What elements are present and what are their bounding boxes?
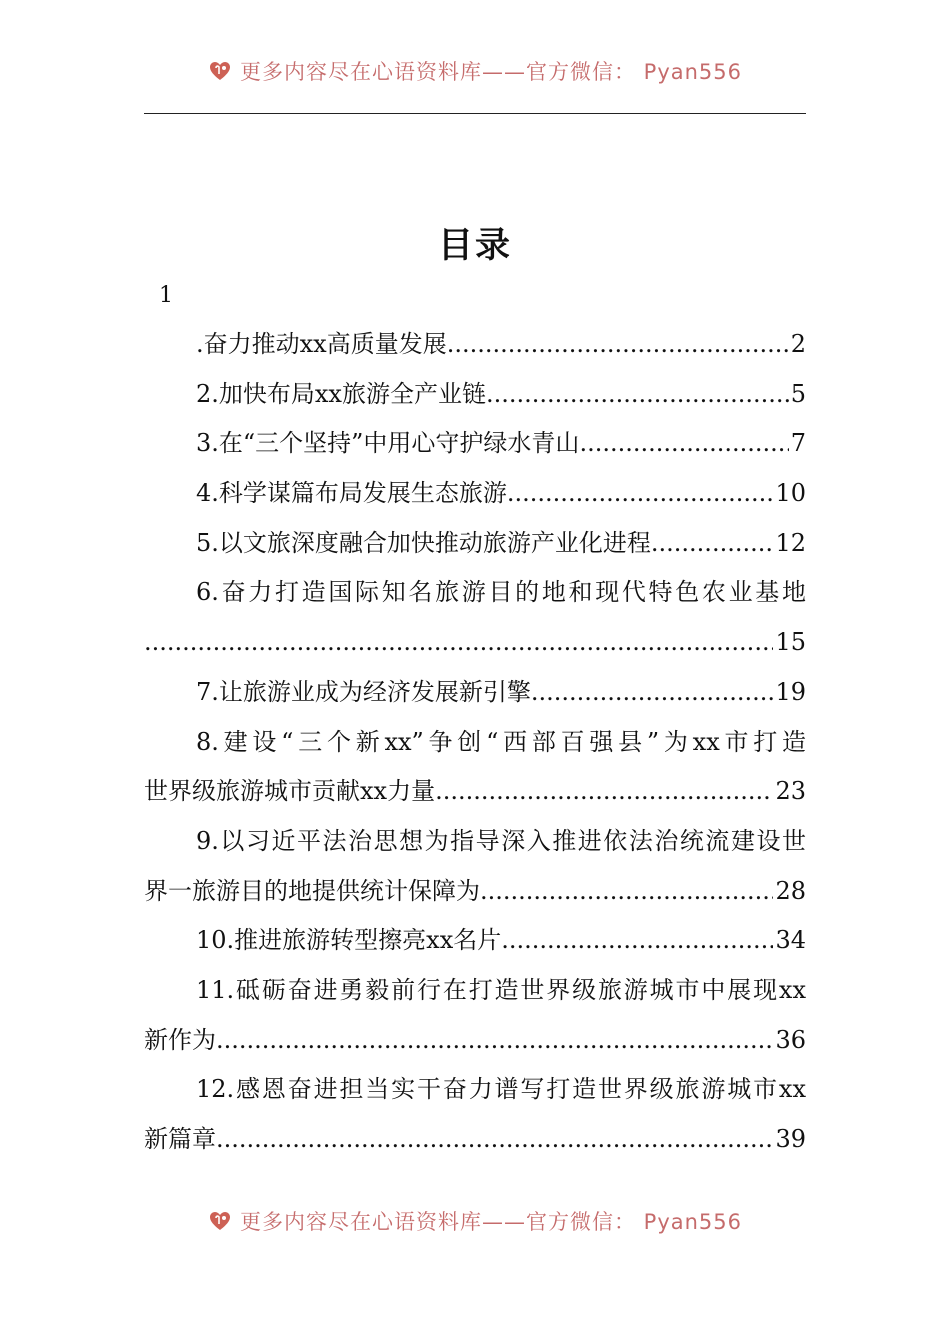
toc-page-number: 7 xyxy=(790,429,806,458)
toc-page-number: 28 xyxy=(775,876,806,905)
toc-page-number: 23 xyxy=(775,777,806,806)
toc-entry-line[interactable] xyxy=(144,469,806,519)
toc-entry-line[interactable] xyxy=(144,1115,806,1165)
toc-leader-dots xyxy=(531,668,774,718)
toc-entry-text: 世界级旅游城市贡献xx力量 xyxy=(144,777,436,806)
toc-entry-text: 3.在“三个坚持”中用心守护绿水青山 xyxy=(196,429,580,458)
toc-entry-line[interactable] xyxy=(144,668,806,718)
stray-page-number: 1 xyxy=(159,283,173,308)
toc-leader-dots xyxy=(480,867,773,917)
toc-entry-text: 12.感恩奋进担当实干奋力谱写打造世界级旅游城市xx xyxy=(196,1075,806,1104)
toc-entry-line[interactable] xyxy=(144,718,806,768)
toc-entry-text: 2.加快布局xx旅游全产业链 xyxy=(196,379,486,408)
table-of-contents xyxy=(144,320,806,1165)
toc-page-number: 2 xyxy=(790,330,806,358)
toc-entry-text: 9.以习近平法治思想为指导深入推进依法治统流建设世 xyxy=(196,826,806,855)
page-title: 目录 xyxy=(437,225,512,266)
header-banner-text: 更多内容尽在心语资料库——官方微信： Pyan556 xyxy=(239,60,743,84)
toc-entry-text: 界一旅游目的地提供统计保障为 xyxy=(144,876,480,905)
header-rule xyxy=(144,113,806,114)
toc-page-number: 15 xyxy=(775,628,806,657)
toc-entry-line[interactable] xyxy=(144,867,806,917)
toc-entry-line[interactable] xyxy=(144,618,806,668)
toc-entry-text: 6.奋力打造国际知名旅游目的地和现代特色农业基地 xyxy=(196,578,806,607)
toc-entry-text: .奋力推动xx高质量发展 xyxy=(196,330,447,358)
toc-leader-dots xyxy=(507,469,774,519)
header-banner xyxy=(0,54,950,88)
toc-page-number: 5 xyxy=(790,379,806,408)
toc-entry-text: 11.砥砺奋进勇毅前行在打造世界级旅游城市中展现xx xyxy=(196,975,806,1004)
toc-entry-line[interactable] xyxy=(144,767,806,817)
toc-entry-line[interactable] xyxy=(144,817,806,867)
toc-entry-line[interactable] xyxy=(144,568,806,618)
toc-leader-dots xyxy=(579,419,788,469)
toc-leader-dots xyxy=(651,519,774,569)
toc-page-number: 39 xyxy=(775,1125,806,1153)
toc-leader-dots xyxy=(435,767,773,817)
toc-page-number: 34 xyxy=(775,926,806,955)
footer-banner xyxy=(0,1204,950,1238)
toc-entry-text: 8.建设“三个新xx”争创“西部百强县”为xx市打造 xyxy=(196,727,806,756)
toc-entry-line[interactable] xyxy=(144,1065,806,1115)
toc-entry-text: 4.科学谋篇布局发展生态旅游 xyxy=(196,479,507,508)
toc-page-number: 36 xyxy=(775,1025,806,1054)
toc-page-number: 10 xyxy=(775,479,806,508)
toc-entry-line[interactable] xyxy=(144,916,806,966)
toc-leader-dots xyxy=(144,618,773,668)
toc-entry-text: 新篇章 xyxy=(144,1125,216,1153)
toc-entry-line[interactable] xyxy=(144,519,806,569)
heart-logo-icon xyxy=(208,1209,232,1233)
toc-entry-line[interactable] xyxy=(144,1016,806,1066)
toc-entry-text: 5.以文旅深度融合加快推动旅游产业化进程 xyxy=(196,528,651,557)
toc-leader-dots xyxy=(501,916,773,966)
toc-entry-line[interactable] xyxy=(144,419,806,469)
toc-leader-dots xyxy=(486,370,789,420)
toc-entry-text: 10.推进旅游转型擦亮xx名片 xyxy=(196,926,502,955)
toc-leader-dots xyxy=(447,320,789,370)
toc-leader-dots xyxy=(216,1115,773,1165)
toc-page-number: 19 xyxy=(775,677,806,706)
toc-leader-dots xyxy=(216,1016,773,1066)
toc-entry-line[interactable] xyxy=(144,320,806,370)
toc-page-number: 12 xyxy=(775,528,806,557)
toc-entry-text: 新作为 xyxy=(144,1025,216,1054)
toc-entry-line[interactable] xyxy=(144,966,806,1016)
footer-banner-text: 更多内容尽在心语资料库——官方微信： Pyan556 xyxy=(239,1210,743,1234)
heart-logo-icon xyxy=(208,59,232,83)
toc-entry-text: 7.让旅游业成为经济发展新引擎 xyxy=(196,677,531,706)
toc-entry-line[interactable] xyxy=(144,370,806,420)
